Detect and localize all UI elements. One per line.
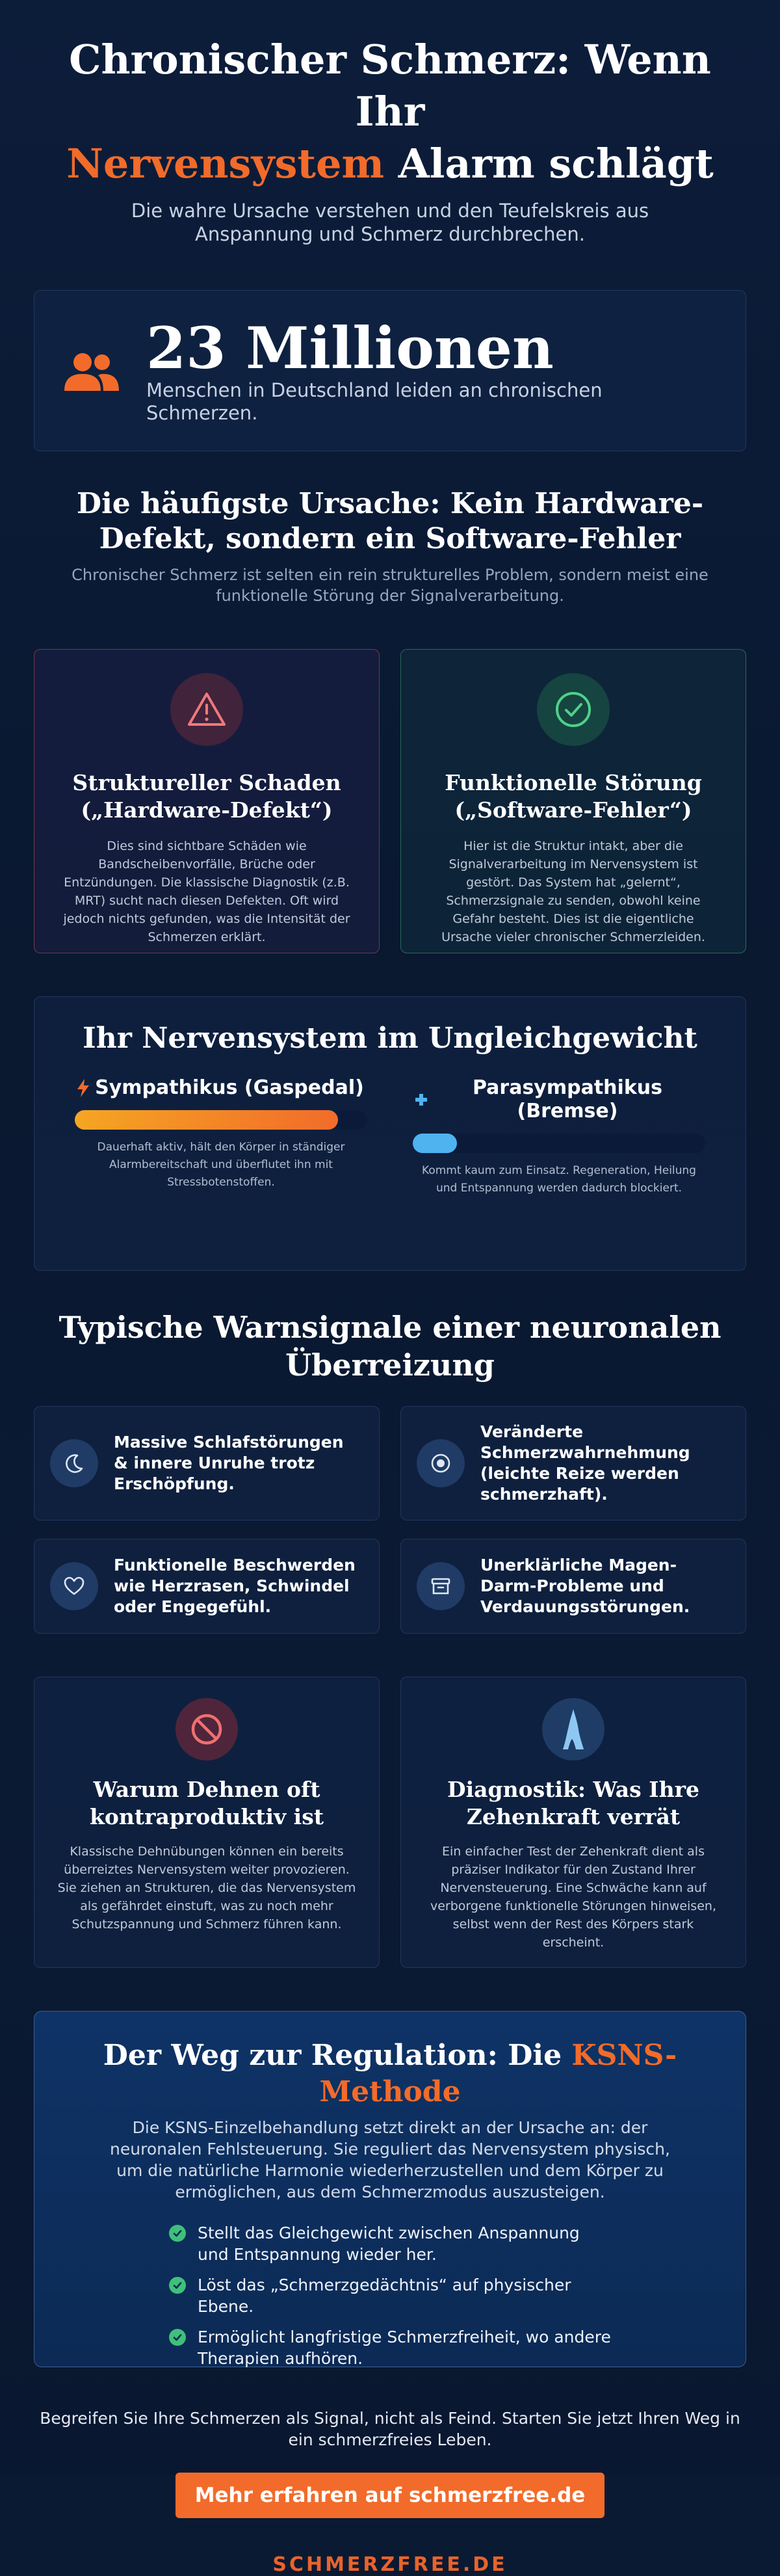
page-title xyxy=(34,34,746,190)
parasympathikus-bar xyxy=(413,1134,705,1153)
check-icon xyxy=(169,2329,186,2346)
sympathikus-text: Dauerhaft aktiv, hält den Körper in ständiger Alarmbereitschaft und überflutet ihn mit Stressbotenstoffen. xyxy=(97,1141,345,1189)
title-highlight: Nervensystem xyxy=(66,140,385,187)
signal-text-digestion: Unerklärliche Magen-Darm-Probleme und Verdauungsstörungen. xyxy=(480,1556,690,1616)
functional-disorder-card xyxy=(400,649,746,953)
diagnostic-text: Ein einfacher Test der Zehenkraft dient als präziser Indikator für den Zustand Ihrer Nervensteuerung. Eine Schwäche kann auf verborgene funktionelle Störungen hinweisen, selbst wenn der Rest des Körpers stark erscheint. xyxy=(430,1844,716,1950)
benefit-text: Löst das „Schmerzgedächtnis“ auf physischer Ebene. xyxy=(198,2276,571,2316)
ksns-benefits xyxy=(169,2222,611,2369)
info-cards xyxy=(34,1677,746,1968)
brand-logo: SCHMERZFREE.DE xyxy=(272,2553,508,2576)
check-icon xyxy=(169,2225,186,2242)
signal-item-heart xyxy=(34,1539,380,1634)
benefit-item xyxy=(169,2274,611,2317)
stretching-title: Warum Dehnen oft kontraproduktiv ist xyxy=(89,1777,324,1829)
balance-section xyxy=(34,996,746,1271)
cta-wrapper xyxy=(34,2473,746,2518)
diagnostic-title: Diagnostik: Was Ihre Zehenkraft verrät xyxy=(447,1777,699,1829)
closing-text: Begreifen Sie Ihre Schmerzen als Signal, nicht als Feind. Starten Sie jetzt Ihren Weg in ein schmerzfreies Leben. xyxy=(40,2409,740,2449)
sympathikus-label: Sympathikus (Gaspedal) xyxy=(95,1076,364,1099)
toe-icon xyxy=(542,1698,604,1760)
balance-columns xyxy=(34,1076,746,1197)
hero-subtitle: Die wahre Ursache verstehen und den Teufelskreis aus Anspannung und Schmerz durchbrechen. xyxy=(131,200,649,245)
structural-damage-title: Struktureller Schaden („Hardware-Defekt“) xyxy=(72,770,341,823)
cause-cards xyxy=(34,649,746,953)
cause-title: Die häufigste Ursache: Kein Hardware-Defekt, sondern ein Software-Fehler xyxy=(76,487,704,555)
parasympathikus-column xyxy=(413,1076,705,1197)
stat-value: 23 Millionen xyxy=(146,314,554,382)
functional-disorder-text: Hier ist die Struktur intakt, aber die Signalverarbeitung im Nervensystem ist gestört. Das System hat „gelernt“, Schmerzsignale zu senden, obwohl keine Gefahr besteht. Dies ist die eigentliche Ursache vieler chronischer Schmerzleiden. xyxy=(441,839,705,944)
stat-content xyxy=(146,314,640,425)
ksns-title xyxy=(34,2038,746,2110)
hero xyxy=(34,0,746,246)
signals-section xyxy=(34,1308,746,1634)
cause-section xyxy=(34,486,746,953)
parasympathikus-header xyxy=(413,1076,705,1123)
signals-title: Typische Warnsignale einer neuronalen Überreizung xyxy=(58,1310,722,1383)
signal-text-perception: Veränderte Schmerzwahrnehmung (leichte Reize werden schmerzhaft). xyxy=(480,1422,690,1504)
heart-icon xyxy=(50,1562,98,1610)
signal-item-sleep xyxy=(34,1406,380,1520)
lightning-icon xyxy=(75,1078,92,1098)
ksns-title-highlight: KSNS-Methode xyxy=(319,2039,677,2108)
stat-text: Menschen in Deutschland leiden an chronischen Schmerzen. xyxy=(146,379,603,424)
plus-icon xyxy=(413,1090,430,1109)
sympathikus-bar-fill xyxy=(75,1110,338,1130)
benefit-item xyxy=(169,2222,611,2265)
target-icon xyxy=(417,1439,465,1487)
parasympathikus-bar-fill xyxy=(413,1134,457,1153)
cta-button[interactable]: Mehr erfahren auf schmerzfree.de xyxy=(176,2473,604,2518)
check-circle-icon xyxy=(537,673,610,746)
signal-text-heart: Funktionelle Beschwerden wie Herzrasen, Schwindel oder Engegefühl. xyxy=(114,1556,356,1616)
ksns-section xyxy=(34,2011,746,2367)
stretching-text: Klassische Dehnübungen können ein bereits überreiztes Nervensystem weiter provozieren. Sie ziehen an Strukturen, die das Nervensystem als gefährdet einstuft, was zu noch mehr Schutzspannung und Schmerz führen kann. xyxy=(57,1844,356,1932)
benefit-text: Ermöglicht langfristige Schmerzfreiheit, wo andere Therapien aufhören. xyxy=(198,2328,611,2368)
sympathikus-header xyxy=(75,1076,367,1100)
warning-icon xyxy=(170,673,243,746)
signals-grid xyxy=(34,1406,746,1634)
diagnostic-card xyxy=(400,1677,746,1968)
stat-card xyxy=(34,290,746,451)
parasympathikus-text: Kommt kaum zum Einsatz. Regeneration, Heilung und Entspannung werden dadurch blockiert. xyxy=(422,1164,696,1195)
signal-item-perception xyxy=(400,1406,746,1520)
benefit-item xyxy=(169,2326,611,2369)
parasympathikus-label: Parasympathikus (Bremse) xyxy=(472,1076,662,1122)
prohibited-icon xyxy=(176,1698,238,1760)
signal-text-sleep: Massive Schlafstörungen & innere Unruhe trotz Erschöpfung. xyxy=(114,1433,344,1493)
moon-icon xyxy=(50,1439,98,1487)
stretching-card xyxy=(34,1677,380,1968)
people-icon xyxy=(60,348,123,393)
footer xyxy=(34,2408,746,2576)
ksns-title-prefix: Der Weg zur Regulation: Die xyxy=(103,2039,562,2072)
ksns-description: Die KSNS-Einzelbehandlung setzt direkt an der Ursache an: der neuronalen Fehlsteuerung. Sie reguliert das Nervensystem physisch, um die natürliche Harmonie wiederherzustellen und dem Körper zu ermöglichen, aus dem Schmerzmodus auszusteigen. xyxy=(110,2118,670,2201)
structural-damage-text: Dies sind sichtbare Schäden wie Bandscheibenvorfälle, Brüche oder Entzündungen. Die klassische Diagnostik (z.B. MRT) sucht nach diesen Defekten. Oft wird jedoch nichts gefunden, was die Intensität der Schmerzen erklärt. xyxy=(63,839,350,944)
title-line1: Chronischer Schmerz: Wenn Ihr xyxy=(69,36,711,135)
check-icon xyxy=(169,2277,186,2294)
structural-damage-card xyxy=(34,649,380,953)
benefit-text: Stellt das Gleichgewicht zwischen Anspannung und Entspannung wieder her. xyxy=(198,2224,580,2264)
signal-item-digestion xyxy=(400,1539,746,1634)
sympathikus-column xyxy=(75,1076,367,1197)
sympathikus-bar xyxy=(75,1110,367,1130)
archive-icon xyxy=(417,1562,465,1610)
title-rest: Alarm schlägt xyxy=(398,140,714,187)
balance-title: Ihr Nervensystem im Ungleichgewicht xyxy=(83,1022,697,1055)
functional-disorder-title: Funktionelle Störung („Software-Fehler“) xyxy=(445,770,702,823)
cause-description: Chronischer Schmerz ist selten ein rein strukturelles Problem, sondern meist eine funktionelle Störung der Signalverarbeitung. xyxy=(72,566,708,605)
